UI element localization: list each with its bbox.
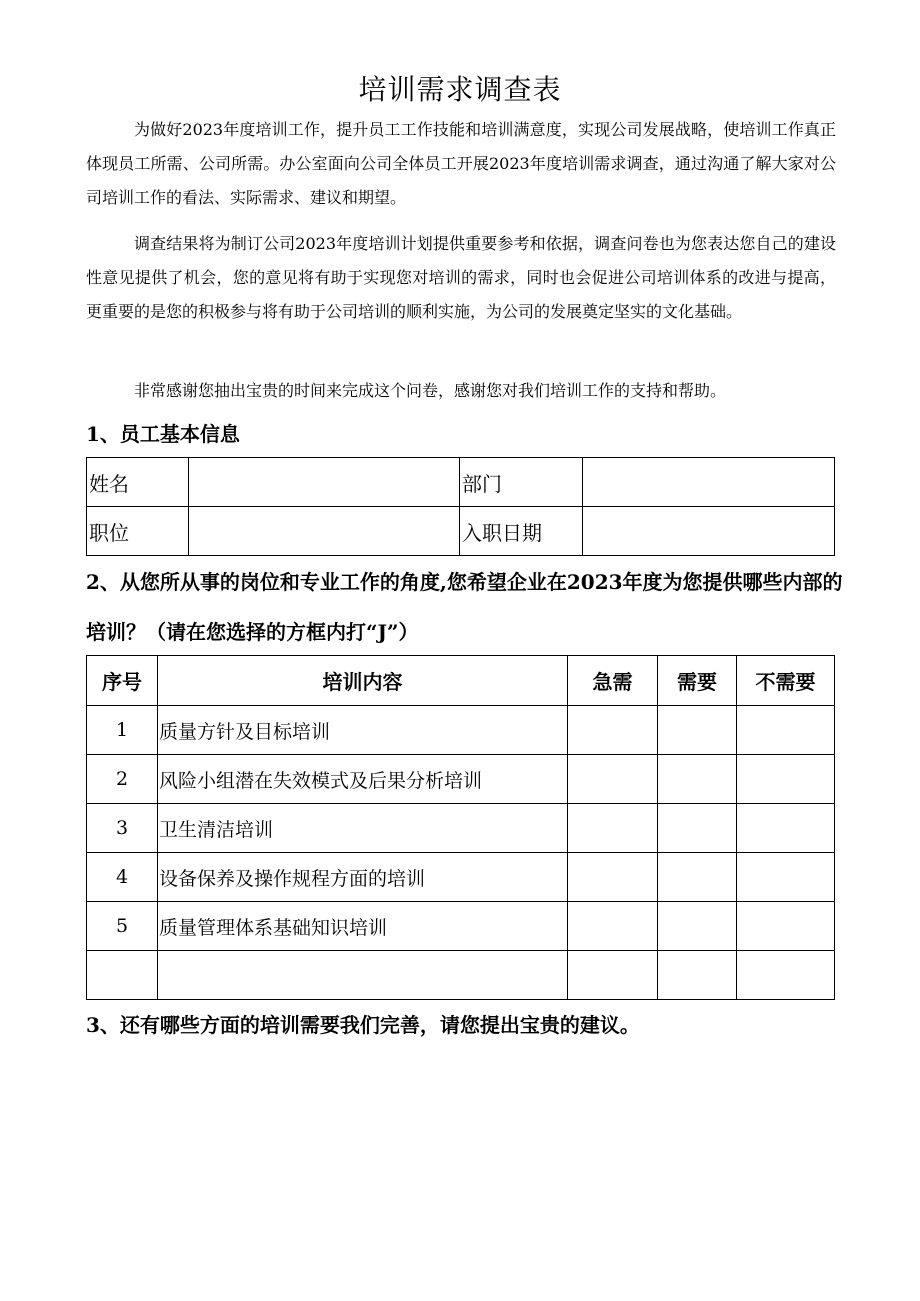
intro-paragraph-2: 调查结果将为制订公司2023年度培训计划提供重要参考和依据，调查问卷也为您表达您自己的建设性意见提供了机会，您的意见将有助于实现您对培训的需求，同时也会促进公司培训体系的改进与提高，更重要的是您的积极参与将有助于公司培训的顺利实施，为公司的发展奠定坚实的文化基础。: [86, 234, 836, 321]
needed-checkbox-cell[interactable]: [658, 951, 737, 1000]
table-header-row: [87, 656, 835, 706]
row-index: 4: [87, 853, 158, 902]
not-needed-checkbox-cell[interactable]: [737, 755, 835, 804]
column-header-not-needed: 不需要: [737, 656, 835, 706]
hire-date-field[interactable]: [583, 507, 835, 556]
table-row: [87, 804, 835, 853]
row-index: 5: [87, 902, 158, 951]
row-content: 质量方针及目标培训: [158, 706, 568, 755]
row-content: 风险小组潜在失效模式及后果分析培训: [158, 755, 568, 804]
department-field[interactable]: [583, 458, 835, 507]
position-label: 职位: [87, 507, 189, 556]
needed-checkbox-cell[interactable]: [658, 902, 737, 951]
not-needed-checkbox-cell[interactable]: [737, 902, 835, 951]
column-header-needed: 需要: [658, 656, 737, 706]
basic-info-table: [86, 457, 835, 556]
urgent-checkbox-cell[interactable]: [568, 951, 658, 1000]
column-header-index: 序号: [87, 656, 158, 706]
needed-checkbox-cell[interactable]: [658, 706, 737, 755]
name-label: 姓名: [87, 458, 189, 507]
urgent-checkbox-cell[interactable]: [568, 804, 658, 853]
table-row: [87, 853, 835, 902]
row-index: 3: [87, 804, 158, 853]
row-index: 2: [87, 755, 158, 804]
urgent-checkbox-cell[interactable]: [568, 706, 658, 755]
urgent-checkbox-cell[interactable]: [568, 853, 658, 902]
needed-checkbox-cell[interactable]: [658, 853, 737, 902]
row-content: 卫生清洁培训: [158, 804, 568, 853]
intro-paragraph-1: 为做好2023年度培训工作，提升员工工作技能和培训满意度，实现公司发展战略，使培训工作真正体现员工所需、公司所需。办公室面向公司全体员工开展2023年度培训需求调查，通过沟通了解大家对公司培训工作的看法、实际需求、建议和期望。: [86, 120, 836, 207]
table-row: [87, 902, 835, 951]
urgent-checkbox-cell[interactable]: [568, 755, 658, 804]
not-needed-checkbox-cell[interactable]: [737, 706, 835, 755]
needed-checkbox-cell[interactable]: [658, 755, 737, 804]
info-row-2: [87, 507, 835, 556]
info-row-1: [87, 458, 835, 507]
row-content: 设备保养及操作规程方面的培训: [158, 853, 568, 902]
section-3-heading: 3、还有哪些方面的培训需要我们完善，请您提出宝贵的建议。: [86, 1013, 640, 1037]
table-row-empty: [87, 951, 835, 1000]
section-1-heading: 1、员工基本信息: [86, 422, 240, 446]
not-needed-checkbox-cell[interactable]: [737, 951, 835, 1000]
position-field[interactable]: [189, 507, 460, 556]
row-index: 1: [87, 706, 158, 755]
name-field[interactable]: [189, 458, 460, 507]
row-index-empty[interactable]: [87, 951, 158, 1000]
column-header-urgent: 急需: [568, 656, 658, 706]
not-needed-checkbox-cell[interactable]: [737, 804, 835, 853]
column-header-content: 培训内容: [158, 656, 568, 706]
not-needed-checkbox-cell[interactable]: [737, 853, 835, 902]
intro-paragraph-3: 非常感谢您抽出宝贵的时间来完成这个问卷，感谢您对我们培训工作的支持和帮助。: [134, 381, 727, 400]
training-needs-table: [86, 655, 835, 1000]
hire-date-label: 入职日期: [460, 507, 583, 556]
row-content-empty[interactable]: [158, 951, 568, 1000]
page-title: 培训需求调查表: [358, 73, 562, 106]
row-content: 质量管理体系基础知识培训: [158, 902, 568, 951]
department-label: 部门: [460, 458, 583, 507]
table-row: [87, 706, 835, 755]
table-row: [87, 755, 835, 804]
needed-checkbox-cell[interactable]: [658, 804, 737, 853]
section-2-heading: 2、从您所从事的岗位和专业工作的角度,您希望企业在2023年度为您提供哪些内部的培训？（请在您选择的方框内打“J”）: [86, 570, 843, 644]
urgent-checkbox-cell[interactable]: [568, 902, 658, 951]
